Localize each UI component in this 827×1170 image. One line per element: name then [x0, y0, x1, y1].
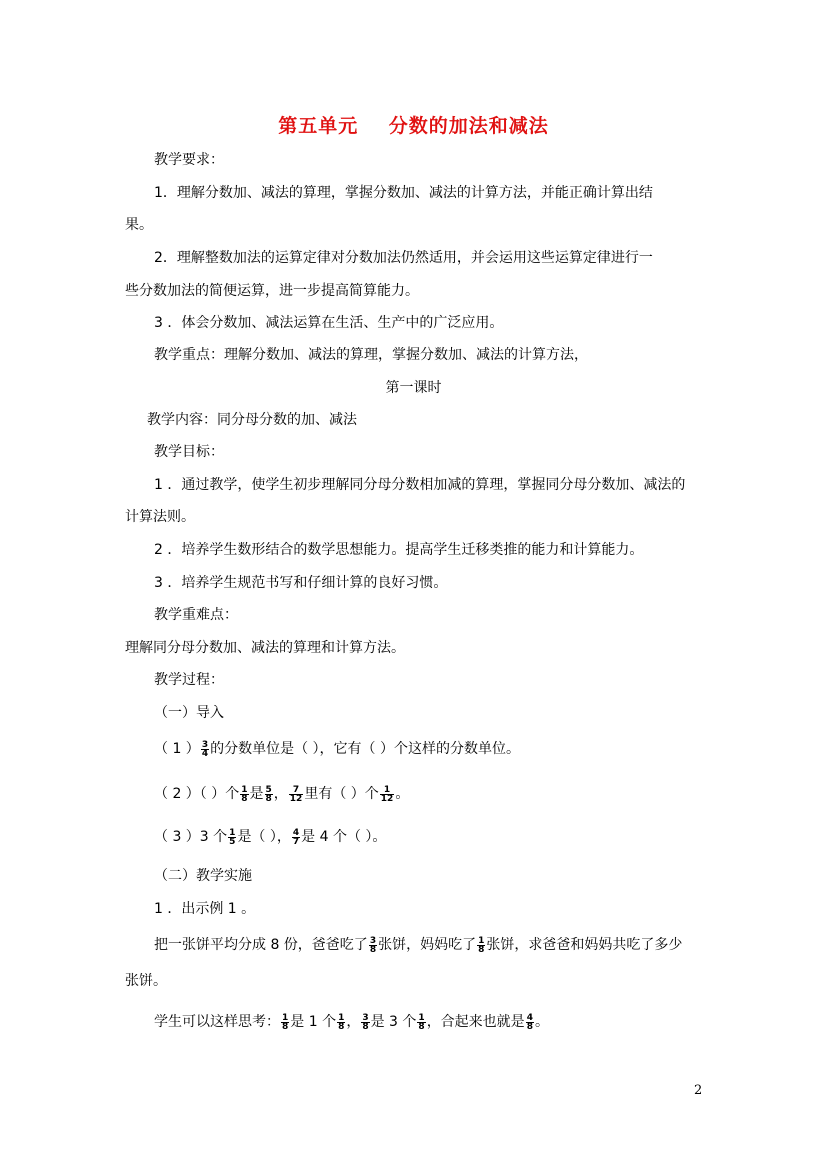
numerator: 1: [383, 784, 391, 795]
lesson-title: 第一课时: [385, 380, 442, 396]
thinking-text: 是 3 个: [370, 1014, 417, 1030]
difficulty-text: 理解同分母分数加、减法的算理和计算方法。: [125, 640, 405, 656]
process-heading: 教学过程：: [154, 672, 224, 688]
q1-prefix: （ 1 ）: [154, 741, 200, 757]
numerator: 3: [369, 935, 377, 946]
example-problem-line-1: [154, 935, 682, 955]
denominator: 8: [369, 944, 377, 955]
goal-1-line-1: 1 ．通过教学，使学生初步理解同分母分数相加减的算理，掌握同分母分数加、减法的: [154, 477, 686, 493]
q1-suffix: 的分数单位是（ ），它有（ ）个这样的分数单位。: [210, 741, 520, 757]
intro-question-3: [154, 827, 386, 847]
denominator: 5: [229, 836, 236, 847]
denominator: 12: [380, 793, 394, 804]
q2-text: 是: [249, 786, 264, 802]
numerator: 1: [241, 784, 248, 795]
requirements-heading: 教学要求：: [154, 152, 224, 168]
q3-suffix: 是 4 个（ ）。: [301, 829, 387, 845]
fraction: [369, 937, 377, 954]
fraction: [477, 937, 485, 954]
goal-2: 2 ．培养学生数形结合的数学思想能力。提高学生迁移类推的能力和计算能力。: [154, 542, 644, 558]
lesson-content: 教学内容：同分母分数的加、减法: [147, 412, 357, 428]
fraction: [240, 786, 248, 803]
thinking-text: 是 1 个: [290, 1014, 337, 1030]
intro-heading: （一）导入: [154, 705, 224, 721]
student-thinking: [154, 1012, 549, 1032]
example-text: 把一张饼平均分成 8 份，爸爸吃了: [154, 937, 368, 953]
unit-title: 第五单元 分数的加法和减法: [278, 115, 549, 137]
numerator: 4: [526, 1012, 533, 1023]
example-heading: 1 ．出示例 1 。: [154, 901, 256, 917]
denominator: 8: [241, 793, 248, 804]
numerator: 1: [338, 1012, 345, 1023]
key-points: 教学重点：理解分数加、减法的算理，掌握分数加、减法的计算方法，: [154, 347, 588, 363]
requirement-1-line-2: 果。: [125, 217, 153, 233]
fraction: [337, 1014, 345, 1031]
example-text: 张饼，妈妈吃了: [378, 937, 477, 953]
requirement-2-line-1: 2．理解整数加法的运算定律对分数加法仍然适用，并会运用这些运算定律进行一: [154, 250, 653, 266]
numerator: 7: [292, 784, 300, 795]
numerator: 5: [265, 784, 272, 795]
q2-text: 里有（ ）个: [304, 786, 379, 802]
fraction: [526, 1014, 534, 1031]
fraction: [281, 1014, 289, 1031]
intro-question-1: [154, 739, 520, 759]
denominator: 8: [265, 793, 272, 804]
q3-prefix: （ 3 ）3 个: [154, 829, 228, 845]
goal-1-line-2: 计算法则。: [125, 509, 195, 525]
denominator: 8: [362, 1021, 369, 1032]
thinking-text: 学生可以这样思考：: [154, 1014, 280, 1030]
denominator: 8: [282, 1021, 289, 1032]
fraction: [292, 829, 300, 846]
numerator: 1: [478, 935, 485, 946]
example-text: 张饼，求爸爸和妈妈共吃了多少: [486, 937, 683, 953]
goals-heading: 教学目标：: [154, 444, 224, 460]
fraction: [228, 829, 236, 846]
denominator: 12: [289, 793, 303, 804]
numerator: 1: [229, 827, 236, 838]
numerator: 4: [292, 827, 300, 838]
intro-question-2: [154, 784, 409, 804]
denominator: 4: [201, 748, 209, 759]
numerator: 3: [362, 1012, 369, 1023]
goal-3: 3 ．培养学生规范书写和仔细计算的良好习惯。: [154, 575, 448, 591]
thinking-text: 。: [534, 1014, 549, 1030]
implementation-heading: （二）教学实施: [154, 868, 252, 884]
q3-text: 是（ ），: [237, 829, 291, 845]
denominator: 8: [338, 1021, 345, 1032]
denominator: 7: [292, 836, 300, 847]
denominator: 8: [418, 1021, 425, 1032]
fraction: [201, 741, 209, 758]
fraction: [265, 786, 273, 803]
thinking-text: ，合起来也就是: [426, 1014, 525, 1030]
numerator: 1: [418, 1012, 425, 1023]
q2-text: ，: [273, 786, 288, 802]
denominator: 8: [526, 1021, 533, 1032]
denominator: 8: [478, 944, 485, 955]
page-number: 2: [694, 1083, 703, 1098]
q2-prefix: （ 2 ）（ ）个: [154, 786, 240, 802]
fraction: [361, 1014, 369, 1031]
requirement-2-line-2: 些分数加法的简便运算，进一步提高简算能力。: [125, 283, 419, 299]
numerator: 3: [201, 739, 209, 750]
q2-suffix: 。: [395, 786, 410, 802]
fraction: [380, 786, 395, 803]
numerator: 1: [282, 1012, 289, 1023]
requirement-3: 3 ．体会分数加、减法运算在生活、生产中的广泛应用。: [154, 315, 504, 331]
fraction: [289, 786, 304, 803]
difficulty-heading: 教学重难点：: [154, 607, 238, 623]
requirement-1-line-1: 1．理解分数加、减法的算理，掌握分数加、减法的计算方法，并能正确计算出结: [154, 185, 653, 201]
fraction: [417, 1014, 425, 1031]
thinking-text: ，: [346, 1014, 361, 1030]
example-problem-line-2: 张饼。: [125, 973, 167, 989]
